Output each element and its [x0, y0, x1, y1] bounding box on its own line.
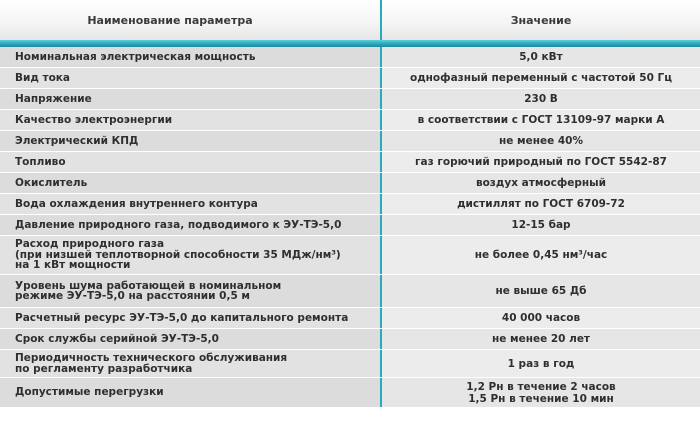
parameter-value: не менее 40%	[380, 131, 700, 151]
parameter-name: Уровень шума работающей в номинальном режиме ЭУ-ТЭ-5,0 на расстоянии 0,5 м	[0, 275, 380, 307]
parameter-name: Вода охлаждения внутреннего контура	[0, 194, 380, 214]
parameter-name: Расход природного газа (при низшей теплотворной способности 35 МДж/нм³) на 1 кВт мощности	[0, 236, 380, 274]
parameter-value: не выше 65 Дб	[380, 275, 700, 307]
parameter-name: Качество электроэнергии	[0, 110, 380, 130]
parameter-name: Давление природного газа, подводимого к ЭУ-ТЭ-5,0	[0, 215, 380, 235]
parameter-value: газ горючий природный по ГОСТ 5542-87	[380, 152, 700, 172]
table-body	[0, 47, 700, 408]
table-row	[0, 215, 700, 236]
table-row	[0, 308, 700, 329]
parameter-value: 1,2 Рн в течение 2 часов 1,5 Рн в течение 10 мин	[380, 378, 700, 407]
table-row	[0, 350, 700, 378]
parameter-name: Топливо	[0, 152, 380, 172]
parameter-value: 12-15 бар	[380, 215, 700, 235]
table-header	[0, 0, 700, 40]
table-row	[0, 152, 700, 173]
parameter-name: Вид тока	[0, 68, 380, 88]
parameter-value: 40 000 часов	[380, 308, 700, 328]
table-row	[0, 110, 700, 131]
table-row	[0, 68, 700, 89]
parameter-name: Расчетный ресурс ЭУ-ТЭ-5,0 до капитального ремонта	[0, 308, 380, 328]
parameter-name: Номинальная электрическая мощность	[0, 47, 380, 67]
table-row	[0, 89, 700, 110]
parameter-value: 1 раз в год	[380, 350, 700, 377]
header-parameter-name: Наименование параметра	[87, 13, 253, 27]
parameter-name: Допустимые перегрузки	[0, 378, 380, 407]
header-accent-bar	[0, 40, 700, 47]
parameter-name: Периодичность технического обслуживания по регламенту разработчика	[0, 350, 380, 377]
parameter-value: однофазный переменный с частотой 50 Гц	[380, 68, 700, 88]
parameter-value: дистиллят по ГОСТ 6709-72	[380, 194, 700, 214]
parameter-value: 230 В	[380, 89, 700, 109]
table-row	[0, 47, 700, 68]
header-value: Значение	[380, 0, 700, 40]
table-row	[0, 173, 700, 194]
parameter-value: не более 0,45 нм³/час	[380, 236, 700, 274]
parameter-value: 5,0 кВт	[380, 47, 700, 67]
parameter-value: воздух атмосферный	[380, 173, 700, 193]
table-row	[0, 329, 700, 350]
parameter-name: Напряжение	[0, 89, 380, 109]
table-row	[0, 378, 700, 408]
table-row	[0, 236, 700, 275]
parameter-value: в соответствии с ГОСТ 13109-97 марки А	[380, 110, 700, 130]
table-row	[0, 275, 700, 308]
parameter-value: не менее 20 лет	[380, 329, 700, 349]
parameter-name: Срок службы серийной ЭУ-ТЭ-5,0	[0, 329, 380, 349]
table-row	[0, 131, 700, 152]
parameter-name: Окислитель	[0, 173, 380, 193]
table-row	[0, 194, 700, 215]
parameter-name: Электрический КПД	[0, 131, 380, 151]
